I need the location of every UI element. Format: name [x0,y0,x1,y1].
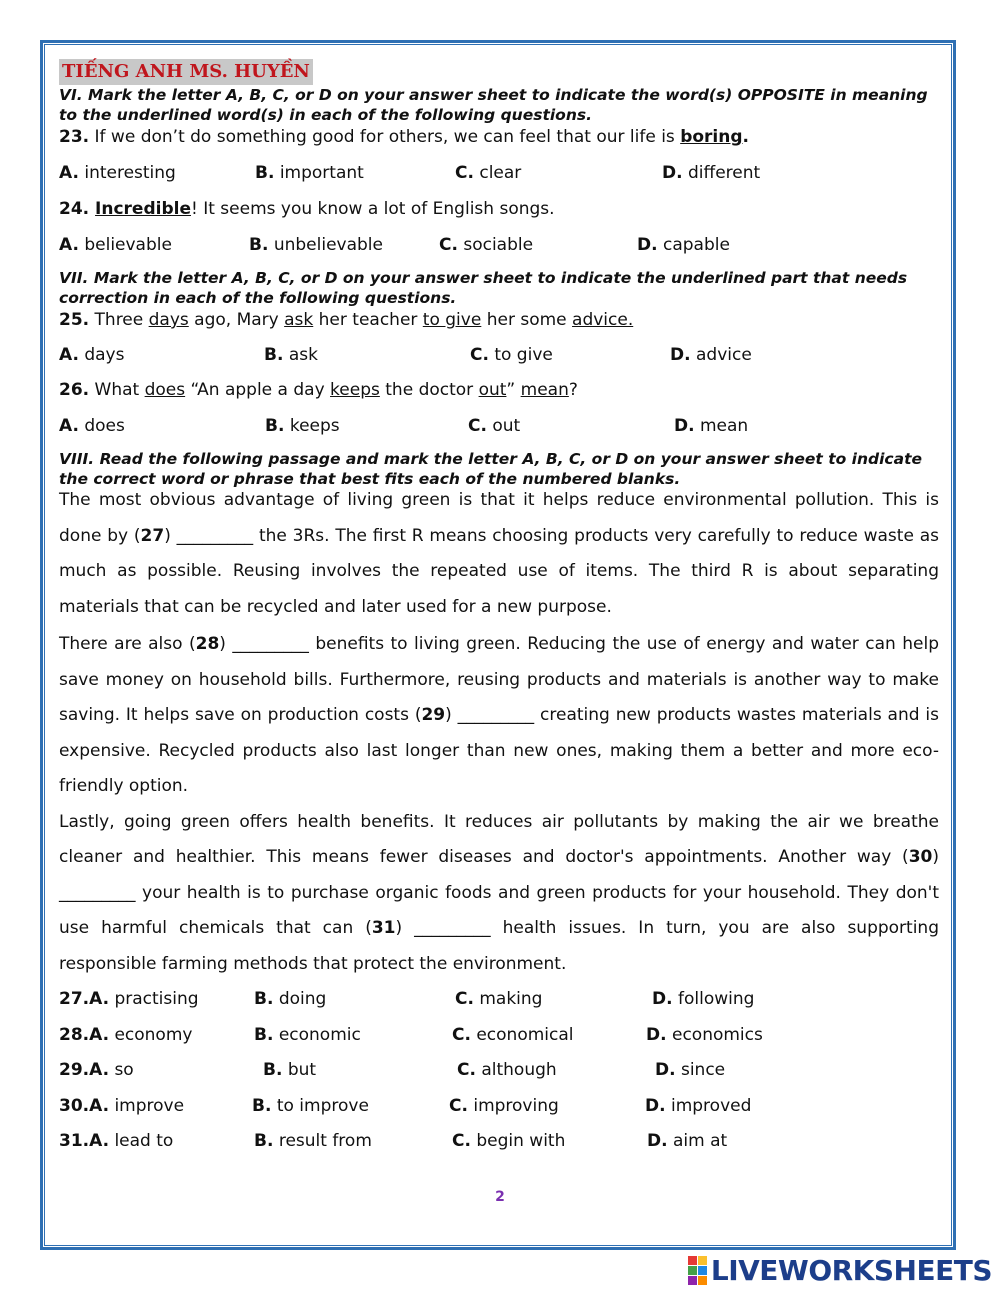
answer-row-28 [59,1018,939,1054]
option-a[interactable]: 29.A. so [59,1060,134,1080]
section-8-instruction: VIII. Read the following passage and mark the letter A, B, C, or D on your answer sheet to indicate the correct word or phrase that best fits each of the numbered blanks. [59,450,922,488]
option-a[interactable]: 31.A. lead to [59,1131,174,1151]
option-b[interactable]: B. but [263,1060,317,1080]
blank-31: 31 [371,918,396,938]
question-26: 26. What does “An apple a day keeps the doctor out” mean? [59,380,578,400]
option-d[interactable]: D. capable [637,235,730,255]
option-c[interactable]: C. out [468,416,521,436]
liveworksheets-logo-icon [688,1256,707,1285]
answer-row-29 [59,1053,939,1089]
option-b[interactable]: B. ask [264,345,318,365]
answer-options [59,982,939,1160]
option-d[interactable]: D. improved [645,1095,752,1116]
answer-row-30 [59,1089,939,1125]
option-c[interactable]: C. begin with [452,1131,566,1151]
page-header: TIẾNG ANH MS. HUYỀN [59,59,313,85]
option-d[interactable]: D. since [655,1060,726,1080]
liveworksheets-brand [688,1253,992,1287]
option-d[interactable]: D. aim at [647,1131,728,1151]
question-23: 23. If we don’t do something good for others, we can feel that our life is boring. [59,127,749,147]
option-d[interactable]: D. following [652,989,755,1009]
option-c[interactable]: C. improving [449,1095,559,1116]
question-number: 23. [59,127,90,147]
page-number: 2 [495,1189,505,1205]
blank-29: 29 [421,705,446,725]
option-c[interactable]: C. making [455,989,543,1009]
question-number: 26. [59,380,90,400]
option-c[interactable]: C. economical [452,1024,574,1045]
option-b[interactable]: B. unbelievable [249,235,383,255]
option-d[interactable]: D. economics [646,1024,763,1045]
worksheet-content [59,59,939,1160]
answer-row-31 [59,1124,939,1160]
option-a[interactable]: 27.A. practising [59,989,199,1009]
passage-paragraph-3: Lastly, going green offers health benefits. It reduces air pollutants by making the air we breathe cleaner and healthier. This means fewer diseases and doctor's appointments. Another way (30) _________ your health is to purchase organic foods and green products for your household. They don't use harmful chemicals that can (31) _________ health issues. In turn, you are also supporting responsible farming methods that protect the environment. [59,811,939,974]
question-number: 24. Incredible [59,199,191,219]
option-b[interactable]: B. important [255,163,364,183]
option-d[interactable]: D. different [662,163,761,183]
option-b[interactable]: B. keeps [265,416,340,436]
question-23-options [59,161,939,185]
section-6-instruction: VI. Mark the letter A, B, C, or D on your answer sheet to indicate the word(s) OPPOSITE in meaning to the underlined word(s) in each of the following questions. [59,86,928,124]
option-c[interactable]: C. clear [455,163,522,183]
question-25-options [59,343,939,367]
option-d[interactable]: D. advice [670,345,752,365]
brand-name: LIVEWORKSHEETS [710,1253,992,1287]
question-number: 25. [59,310,90,330]
question-24: 24. Incredible! It seems you know a lot of English songs. [59,199,555,219]
option-a[interactable]: A. does [59,416,125,436]
option-c[interactable]: C. sociable [439,235,534,255]
option-b[interactable]: B. doing [254,989,327,1009]
option-a[interactable]: 30.A. improve [59,1095,185,1116]
blank-30: 30 [908,847,933,867]
option-b[interactable]: B. to improve [252,1095,369,1116]
passage-paragraph-2: There are also (28) _________ benefits to living green. Reducing the use of energy and water can help save money on household bills. Furthermore, reusing products and materials is another way to make saving. It helps save on production costs (29) _________ creating new products wastes materials and is expensive. Recycled products also last longer than new ones, making them a better and more eco-friendly option. [59,634,939,796]
option-a[interactable]: A. days [59,345,125,365]
question-25: 25. Three days ago, Mary ask her teacher to give her some advice. [59,310,634,330]
option-b[interactable]: B. economic [254,1024,361,1045]
option-c[interactable]: C. although [457,1060,557,1080]
question-24-options [59,233,939,257]
question-26-options [59,414,939,438]
option-a[interactable]: A. believable [59,235,172,255]
option-a[interactable]: 28.A. economy [59,1024,193,1045]
option-c[interactable]: C. to give [470,345,553,365]
blank-28: 28 [195,634,220,654]
underlined-word: boring [680,127,743,147]
option-b[interactable]: B. result from [254,1131,372,1151]
blank-27: 27 [140,525,165,546]
section-7-instruction: VII. Mark the letter A, B, C, or D on your answer sheet to indicate the underlined part that needs correction in each of the following questions. [59,269,908,307]
option-a[interactable]: A. interesting [59,163,176,183]
passage-paragraph-1: The most obvious advantage of living green is that it helps reduce environmental pollution. This is done by (27) _________ the 3Rs. The first R means choosing products very carefully to reduce waste as much as possible. Reusing involves the repeated use of items. The third R is about separating materials that can be recycled and later used for a new purpose. [59,490,939,617]
answer-row-27 [59,982,939,1018]
option-d[interactable]: D. mean [674,416,749,436]
